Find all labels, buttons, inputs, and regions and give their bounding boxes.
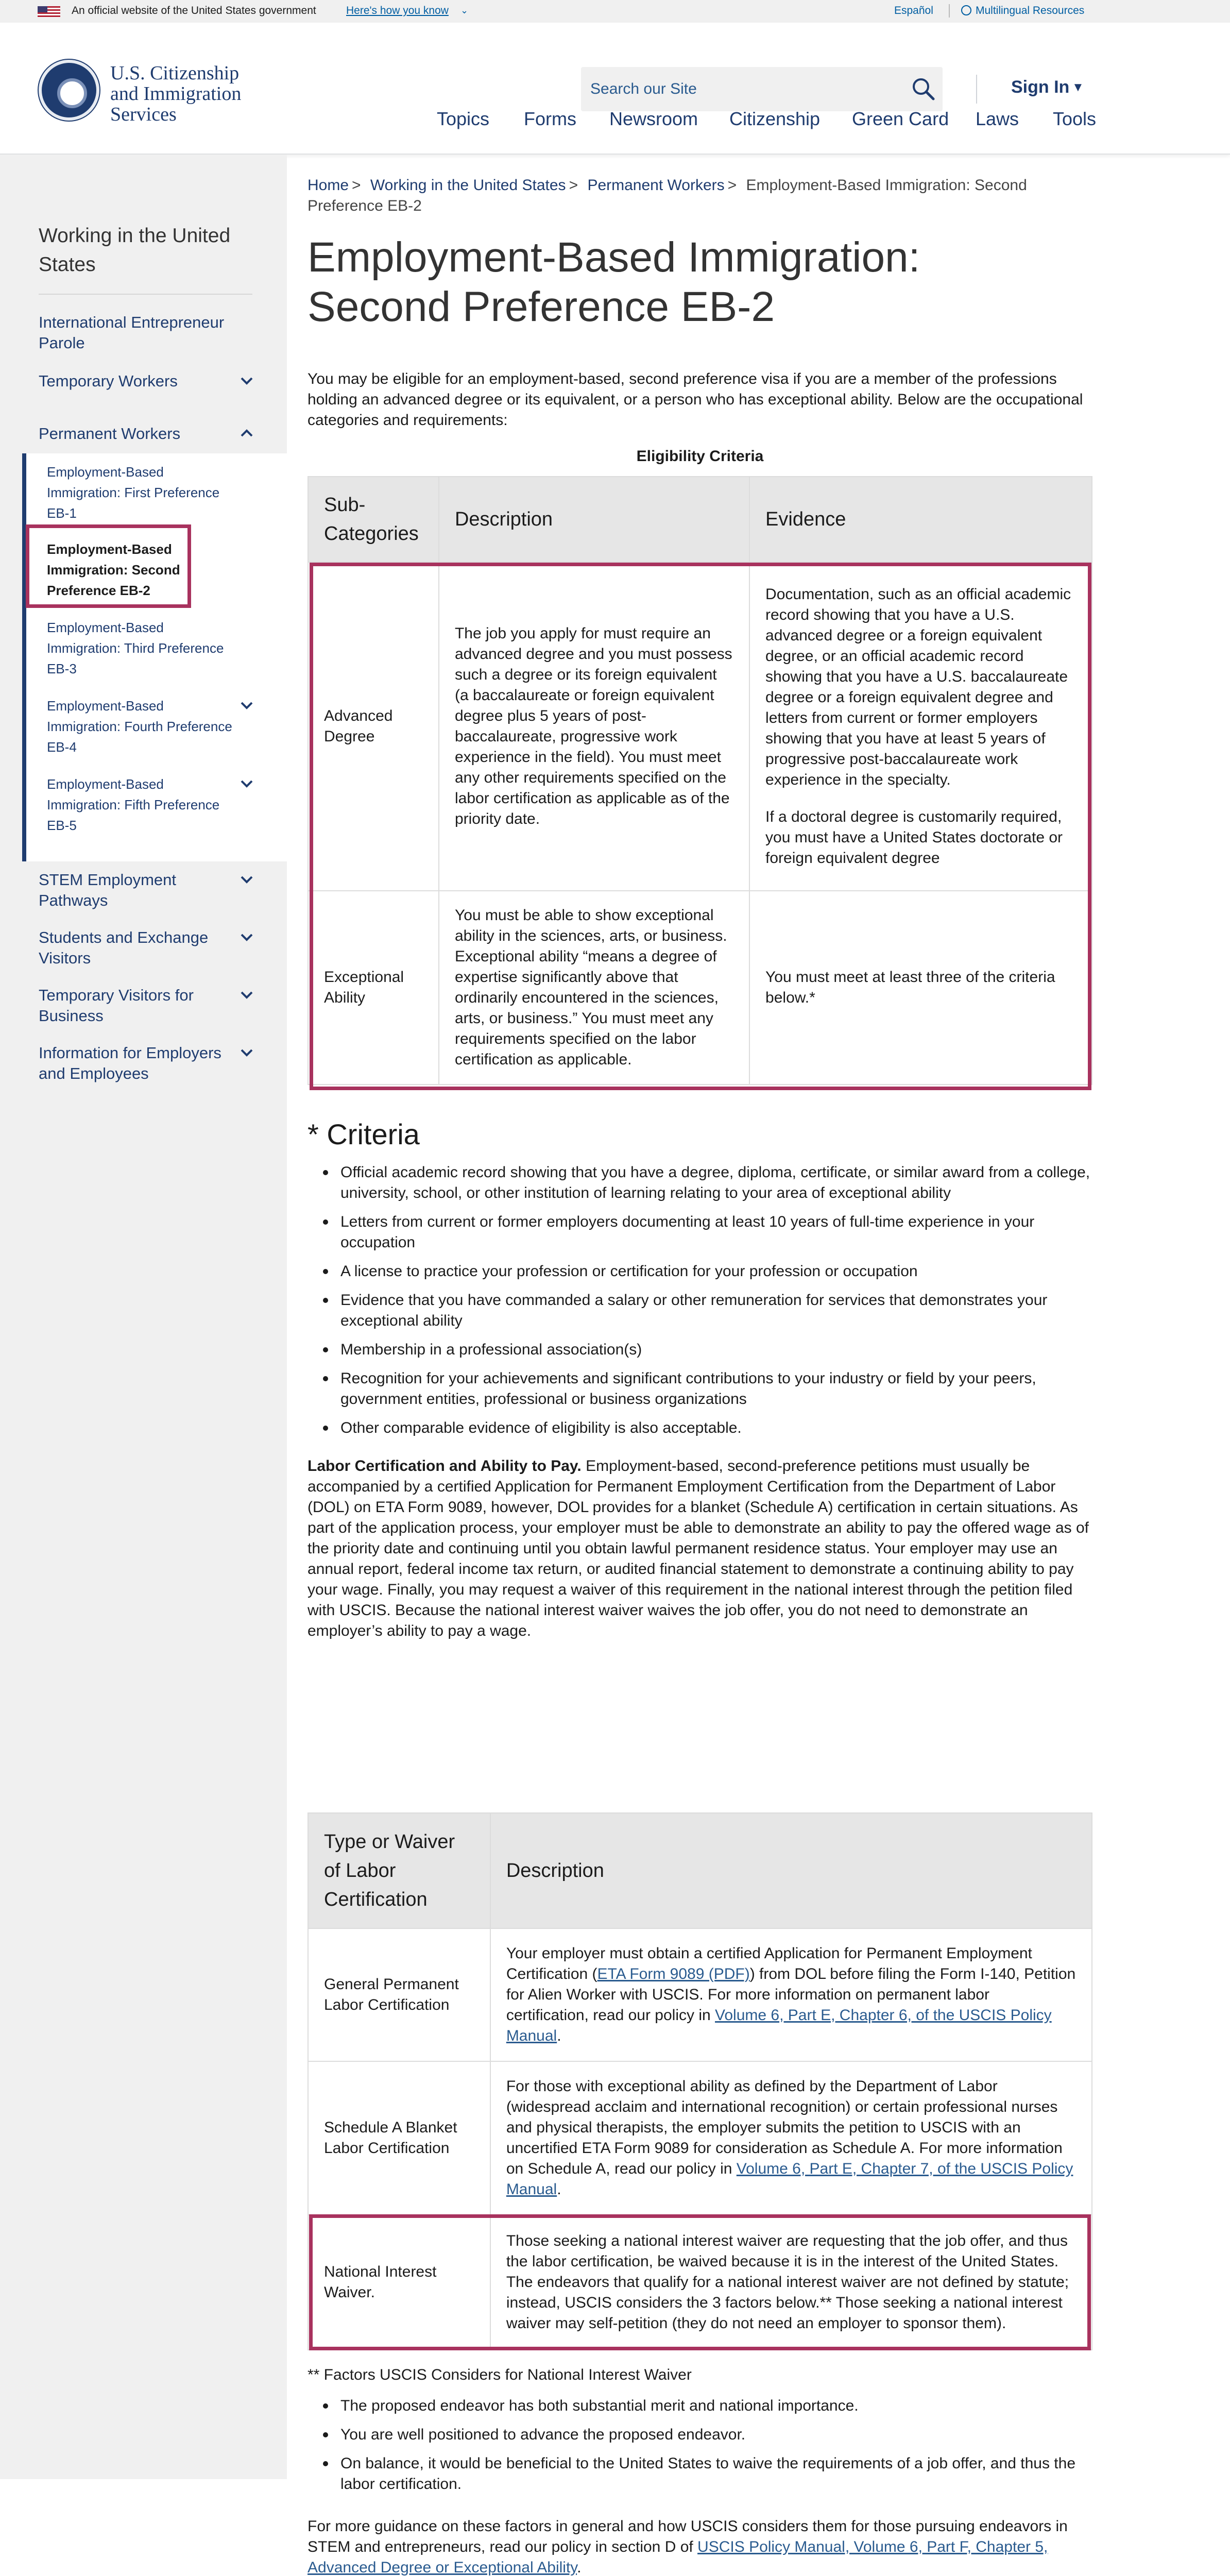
intro-paragraph: You may be eligible for an employment-based, second preference visa if you are a member of the professions holding an advanced degree or its equivalent, or a person who has exceptional ability. Below are the occupational categories and requirements: xyxy=(308,370,1083,429)
table-row xyxy=(308,891,1092,1084)
logo-line: and Immigration xyxy=(110,83,242,105)
divider xyxy=(39,294,252,295)
cell-text: . xyxy=(557,2181,561,2198)
table-cell: Schedule A Blanket Labor Certification xyxy=(308,2061,490,2215)
breadcrumb-permanent[interactable]: Permanent Workers xyxy=(587,177,725,194)
table-cell xyxy=(749,562,1092,891)
chevron-down-icon[interactable] xyxy=(239,373,254,388)
multilingual-link[interactable]: Multilingual Resources xyxy=(976,5,1085,16)
divider xyxy=(949,4,950,18)
table-row xyxy=(308,2061,1092,2215)
search-icon[interactable] xyxy=(911,76,935,101)
chevron-down-icon[interactable] xyxy=(239,929,254,945)
table-cell: General Permanent Labor Certification xyxy=(308,1928,490,2061)
divider xyxy=(976,75,977,104)
table-cell xyxy=(490,2061,1092,2215)
chevron-up-icon[interactable] xyxy=(239,426,254,441)
site-header xyxy=(0,23,1230,155)
chevron-down-icon[interactable] xyxy=(239,872,254,887)
nav-laws[interactable]: Laws xyxy=(976,108,1019,129)
evidence-text: Documentation, such as an official academic record showing that you have a U.S. advanced degree or a foreign equivalent degree, or an official academic record showing that you have a U.S. baccalaureate degree or a foreign equivalent degree and letters from current or former employers showing that you have at least 5 years of progressive post-baccalaureate work experience in the specialty. xyxy=(765,586,1071,788)
column-header: Sub-Categories xyxy=(308,477,439,562)
chevron-down-icon[interactable] xyxy=(239,987,254,1003)
sidebar-title[interactable]: Working in the United States xyxy=(39,225,231,276)
sidebar-item-employers[interactable]: Information for Employers and Employees xyxy=(39,1044,221,1082)
globe-icon xyxy=(961,5,971,15)
current-page-highlight xyxy=(26,524,191,608)
nav-topics[interactable]: Topics xyxy=(437,108,490,129)
table-cell: You must be able to show exceptional ability in the sciences, arts, or business. Exceptional ability “means a degree of expertise significantly above that ordinarily encountered in the sciences, arts, or business.” You must meet any requirements specified on the labor certification as applicable. xyxy=(439,891,749,1084)
nav-green-card[interactable]: Green Card xyxy=(852,108,949,129)
main-nav xyxy=(0,108,1230,139)
search-box xyxy=(581,67,943,111)
list-item: Letters from current or former employers documenting at least 10 years of full-time experience in your occupation xyxy=(308,1212,1101,1253)
list-item: You are well positioned to advance the proposed endeavor. xyxy=(308,2425,1101,2445)
labor-cert-paragraph xyxy=(308,1456,1090,1641)
cell-text: . xyxy=(557,2027,561,2044)
guidance-text: For more guidance on these factors in general and how USCIS considers them for those pursuing endeavors in STEM and entrepreneurs, read our policy in section D of xyxy=(308,2518,1068,2555)
waiver-table xyxy=(308,1812,1092,2350)
sidebar-item-stem[interactable]: STEM Employment Pathways xyxy=(39,871,177,909)
table-header-row xyxy=(308,477,1092,562)
column-header: Evidence xyxy=(749,477,1092,562)
espanol-link[interactable]: Español xyxy=(894,5,933,16)
logo-line: Services xyxy=(110,104,177,125)
policy-manual-link[interactable]: USCIS Policy Manual, Volume 6, Part F, Chapter 5, Advanced Degree or Exceptional Ability xyxy=(308,2538,1048,2576)
column-header: Description xyxy=(439,477,749,562)
list-item: A license to practice your profession or certification for your profession or occupation xyxy=(308,1261,1101,1282)
cell-text: For those with exceptional ability as defined by the Department of Labor (widespread acclaim and international recognition) or certain professional nurses and physical therapists, the employer submits the petition to USCIS with an uncertified ETA Form 9089 for consideration as Schedule A. For more information on Schedule A, read our policy in xyxy=(506,2078,1063,2177)
how-you-know-link[interactable]: Here's how you know xyxy=(346,5,449,16)
labor-cert-text: Employment-based, second-preference petitions must usually be accompanied by a certified Application for Permanent Employment Certification from the Department of Labor (DOL) on ETA Form 9089, however, DOL provides for a blanket (Schedule A) certification in certain situations. As part of the application process, your employer must be able to demonstrate an ability to pay the offered wage as of the priority date and continuing until you obtain lawful permanent residence status. Your employer may use an annual report, federal income tax return, or audited financial statement to demonstrate a continuing ability to pay your wage. Finally, you may request a waiver of this requirement in the national interest through the petition filed with USCIS. Because the national interest waiver waives the job offer, you do not need to demonstrate an employer’s ability to pay a wage. xyxy=(308,1458,1089,1639)
list-item: The proposed endeavor has both substantial merit and national importance. xyxy=(308,2396,1101,2416)
criteria-heading: * Criteria xyxy=(308,1118,420,1150)
criteria-list xyxy=(308,1162,1101,1447)
list-item: On balance, it would be beneficial to the United States to waive the requirements of a job offer, and thus the labor certification. xyxy=(308,2453,1101,2495)
breadcrumb-home[interactable]: Home xyxy=(308,177,349,194)
cell-text: Your employer must obtain a certified Application for Permanent Employment Certification ( xyxy=(506,1945,1032,1982)
sidebar-item-permanent-workers[interactable]: Permanent Workers xyxy=(39,425,181,443)
breadcrumb: Home > Working in the United States > Permanent Workers > Employment-Based Immigration: Second Preference EB-2 xyxy=(308,177,1027,214)
list-item: Recognition for your achievements and significant contributions to your industry or field by your peers, government entities, professional or business organizations xyxy=(308,1368,1101,1410)
eligibility-table xyxy=(308,476,1092,1085)
table-row xyxy=(308,2215,1092,2350)
evidence-text: If a doctoral degree is customarily required, you must have a United States doctorate or foreign equivalent degree xyxy=(765,808,1063,867)
table-row xyxy=(308,1928,1092,2061)
sidebar xyxy=(0,155,287,2479)
guidance-paragraph xyxy=(308,2516,1090,2576)
active-section-bar xyxy=(22,453,26,861)
chevron-down-icon[interactable] xyxy=(239,698,254,713)
guidance-end: . xyxy=(577,2559,582,2576)
table-cell: The job you apply for must require an advanced degree and you must possess such a degree or its foreign equivalent (a baccalaureate or foreign equivalent degree plus 5 years of post-baccalaureate, progressive work experience in the field). You must meet any other requirements specified on the labor certification as applicable as of the priority date. xyxy=(439,562,749,891)
nav-forms[interactable]: Forms xyxy=(524,108,576,129)
cell-text: ) from DOL before filing the Form I-140, Petition for Alien Worker with USCIS. For more information on permanent labor certification, read our policy in xyxy=(506,1965,1076,2024)
list-item: Other comparable evidence of eligibility is also acceptable. xyxy=(308,1418,1101,1438)
policy-manual-link[interactable]: Volume 6, Part E, Chapter 6, of the USCIS Policy Manual xyxy=(506,2007,1052,2044)
caret-down-icon[interactable]: ▼ xyxy=(1072,80,1084,94)
list-item: Membership in a professional association(s) xyxy=(308,1340,1101,1360)
column-header: Type or Waiver of Labor Certification xyxy=(308,1813,490,1928)
gov-banner xyxy=(0,0,1230,23)
sidebar-subitem-eb5[interactable]: Employment-Based Immigration: Fifth Preference EB-5 xyxy=(47,776,220,833)
labor-cert-lead: Labor Certification and Ability to Pay. xyxy=(308,1458,582,1475)
eta-form-link[interactable]: ETA Form 9089 (PDF) xyxy=(597,1965,750,1982)
chevron-down-icon[interactable] xyxy=(239,776,254,791)
table-cell: Those seeking a national interest waiver are requesting that the job offer, and thus the labor certification, be waived because it is in the interest of the United States. The endeavors that qualify for a national interest waiver are not defined by statute; instead, USCIS considers the 3 factors below.** Those seeking a national interest waiver may self-petition (they do not need an employer to sponsor them). xyxy=(490,2215,1092,2350)
sign-in-button[interactable]: Sign In xyxy=(1011,77,1070,97)
sidebar-subitem-eb3[interactable]: Employment-Based Immigration: Third Preference EB-3 xyxy=(47,620,224,676)
table-row xyxy=(308,562,1092,891)
nav-newsroom[interactable]: Newsroom xyxy=(609,108,698,129)
list-item: Evidence that you have commanded a salary or other remuneration for services that demonstrates your exceptional ability xyxy=(308,1290,1101,1331)
nav-tools[interactable]: Tools xyxy=(1053,108,1097,129)
table-cell: Advanced Degree xyxy=(308,562,439,891)
search-input[interactable] xyxy=(590,77,879,101)
sidebar-item-temporary-workers[interactable]: Temporary Workers xyxy=(39,372,178,390)
sidebar-subitem-eb1[interactable]: Employment-Based Immigration: First Preference EB-1 xyxy=(47,464,220,521)
sidebar-item-entrepreneur-parole[interactable]: International Entrepreneur Parole xyxy=(39,313,225,352)
page-title: Employment-Based Immigration: Second Preference EB-2 xyxy=(308,234,920,330)
table-header-row xyxy=(308,1813,1092,1928)
logo-line: U.S. Citizenship xyxy=(110,62,240,84)
sidebar-subitem-eb2[interactable]: Employment-Based Immigration: Second Preference EB-2 xyxy=(47,541,180,598)
us-flag-icon xyxy=(38,6,60,18)
breadcrumb-current: Employment-Based Immigration: Second Preference EB-2 xyxy=(308,177,1027,214)
policy-manual-link[interactable]: Volume 6, Part E, Chapter 7, of the USCIS Policy Manual xyxy=(506,2160,1073,2198)
nav-citizenship[interactable]: Citizenship xyxy=(729,108,821,129)
table-cell: You must meet at least three of the criteria below.* xyxy=(749,891,1092,1084)
table-cell: Exceptional Ability xyxy=(308,891,439,1084)
official-site-text: An official website of the United States government xyxy=(72,5,316,16)
factors-heading: ** Factors USCIS Considers for National Interest Waiver xyxy=(308,2366,692,2383)
chevron-down-icon[interactable] xyxy=(239,1045,254,1060)
sidebar-item-temporary-visitors[interactable]: Temporary Visitors for Business xyxy=(39,986,194,1025)
chevron-down-icon[interactable]: ⌄ xyxy=(460,5,469,15)
breadcrumb-working[interactable]: Working in the United States xyxy=(370,177,566,194)
table-cell xyxy=(490,1928,1092,2061)
table-cell: National Interest Waiver. xyxy=(308,2215,490,2350)
column-header: Description xyxy=(490,1813,1092,1928)
sidebar-item-students[interactable]: Students and Exchange Visitors xyxy=(39,928,209,967)
table-caption: Eligibility Criteria xyxy=(636,448,764,465)
sidebar-subitem-eb4[interactable]: Employment-Based Immigration: Fourth Preference EB-4 xyxy=(47,698,232,755)
factors-list xyxy=(308,2396,1101,2503)
list-item: Official academic record showing that you have a degree, diploma, certificate, or similar award from a college, university, school, or other institution of learning relating to your area of exceptional ability xyxy=(308,1162,1101,1204)
